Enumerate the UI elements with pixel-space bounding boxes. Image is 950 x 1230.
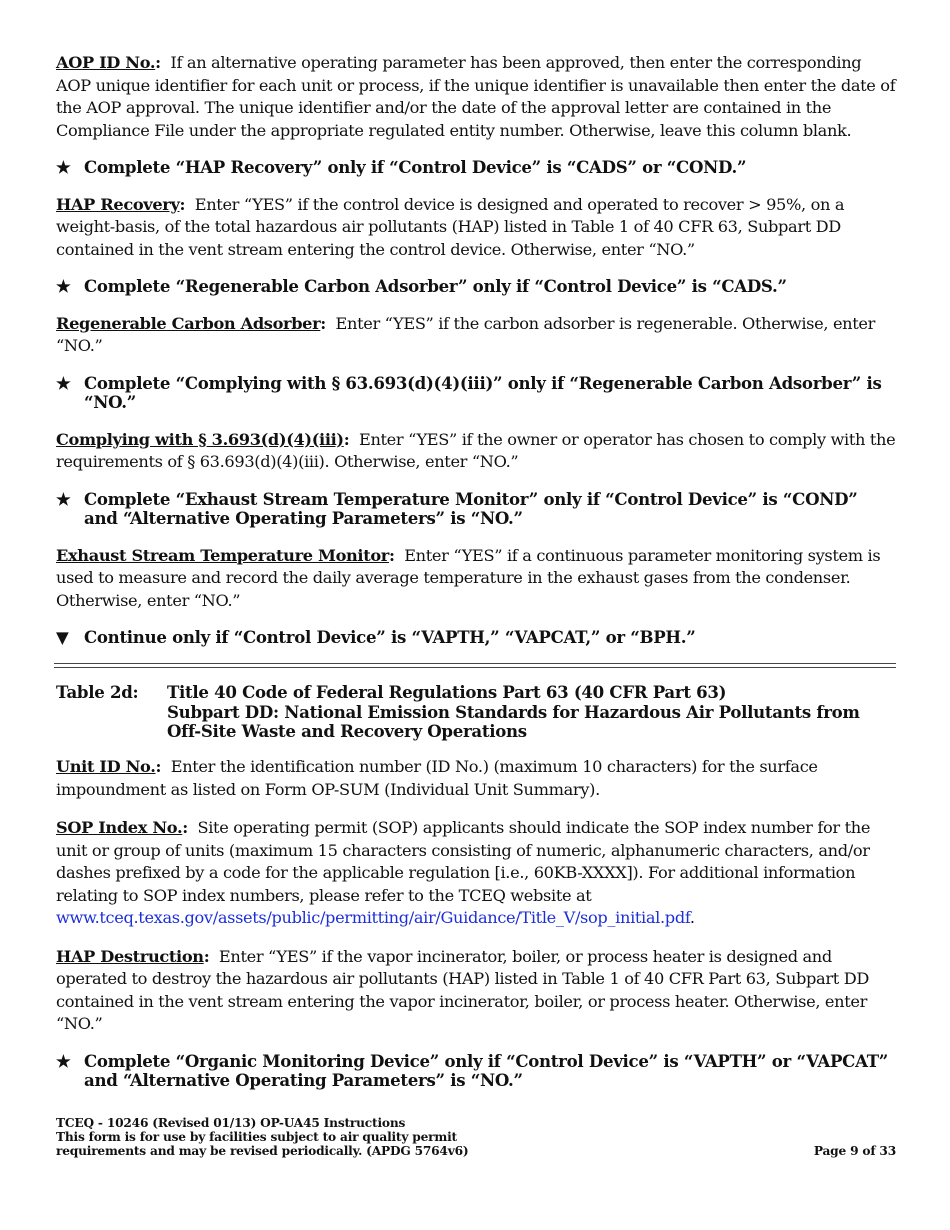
hap-recovery-paragraph: HAP Recovery: Enter “YES” if the control device is designed and operated to recover > 95%, on a weight-basis, of the total hazardous air pollutants (HAP) listed in Table 1 of 40 CFR 63, Subpart DD contained in the vent stream entering the control device. Otherwise, enter “NO.”	[56, 194, 845, 259]
upper-content	[56, 52, 896, 664]
lower-content	[56, 756, 896, 1107]
regenerable-paragraph: Regenerable Carbon Adsorber: Enter “YES” if the carbon adsorber is regenerable. Otherwise, enter “NO.”	[56, 313, 876, 355]
hap-recovery-text: Enter “YES” if the control device is designed and operated to recover > 95%, on a weight-basis, of the total hazardous air pollutants (HAP) listed in Table 1 of 40 CFR 63, Subpart DD contained in the vent stream entering the control device. Otherwise, enter “NO.”	[56, 194, 845, 259]
star-icon: ★	[56, 276, 71, 296]
exhaust-text: Enter “YES” if a continuous parameter monitoring system is used to measure and record the daily average temperature in the exhaust gases from the condenser. Otherwise, enter “NO.”	[56, 545, 881, 610]
unit-id-paragraph: Unit ID No.: Enter the identification number (ID No.) (maximum 10 characters) for the surface impoundment as listed on Form OP-SUM (Individual Unit Summary).	[56, 757, 818, 799]
page-footer	[56, 1116, 896, 1159]
unit-id-term: Unit ID No.	[56, 757, 156, 776]
complying-paragraph: Complying with § 3.693(d)(4)(iii): Enter “YES” if the owner or operator has chosen to comply with the requirements of § 63.693(d)(4)(iii). Otherwise, enter “NO.”	[56, 429, 896, 471]
table-label: Table 2d:	[56, 682, 139, 702]
regenerable-term: Regenerable Carbon Adsorber	[56, 313, 321, 333]
star-icon: ★	[56, 157, 71, 177]
page-number: Page 9 of 33	[813, 1144, 896, 1158]
exhaust-term: Exhaust Stream Temperature Monitor	[56, 545, 389, 565]
instruction-continue: ▼ Continue only if “Control Device” is “VAPTH,” “VAPCAT,” or “BPH.”	[56, 627, 696, 647]
footer-note-line2: requirements and may be revised periodically. (APDG 5764v6)	[56, 1144, 469, 1159]
regenerable-text: Enter “YES” if the carbon adsorber is regenerable. Otherwise, enter “NO.”	[56, 313, 876, 355]
star-icon: ★	[56, 372, 71, 393]
unit-id-text: Enter the identification number (ID No.) (maximum 10 characters) for the surface impoundment as listed on Form OP-SUM (Individual Unit Summary).	[56, 757, 818, 799]
exhaust-paragraph: Exhaust Stream Temperature Monitor: Enter “YES” if a continuous parameter monitoring system is used to measure and record the daily average temperature in the exhaust gases from the condenser. Otherwise, enter “NO.”	[56, 545, 881, 610]
sop-index-paragraph: SOP Index No.: Site operating permit (SOP) applicants should indicate the SOP index number for the unit or group of units (maximum 15 characters consisting of numeric, alphanumeric characters, and/or dashes prefixed by a code for the applicable regulation [i.e., 60KB-XXXX]). For additional information relating to SOP index numbers, please refer to the TCEQ website at www.tceq.texas.gov/assets/public/permitting/air/Guidance/Title_V/sop_initial.pdf.	[56, 818, 871, 927]
triangle-down-icon: ▼	[56, 627, 69, 647]
table-title-line1: Title 40 Code of Federal Regulations Part 63 (40 CFR Part 63)	[167, 682, 727, 702]
star-icon: ★	[56, 488, 71, 509]
instruction-hap-recovery: ★ Complete “HAP Recovery” only if “Control Device” is “CADS” or “COND.”	[56, 157, 747, 177]
aop-id-term: AOP ID No.	[56, 53, 156, 72]
hap-recovery-term: HAP Recovery	[56, 194, 180, 214]
sop-guidance-link[interactable]: www.tceq.texas.gov/assets/public/permitting/air/Guidance/Title_V/sop_initial.pdf	[56, 908, 690, 927]
instruction-exhaust: ★ Complete “Exhaust Stream Temperature Monitor” only if “Control Device” is “COND” and “Alternative Operating Parameters” is “NO.”	[56, 488, 858, 528]
section-divider-bottom	[54, 667, 896, 668]
footer-form-id: TCEQ - 10246 (Revised 01/13) OP-UA45 Instructions	[56, 1116, 406, 1130]
hap-destruction-text: Enter “YES” if the vapor incinerator, boiler, or process heater is designed and operated to destroy the hazardous air pollutants (HAP) listed in Table 1 of 40 CFR Part 63, Subpart DD contained in the vent stream entering the vapor incinerator, boiler, or process heater. Otherwise, enter “NO.”	[56, 946, 869, 1033]
complying-term: Complying with § 3.693(d)(4)(iii)	[56, 429, 344, 449]
hap-destruction-paragraph: HAP Destruction: Enter “YES” if the vapor incinerator, boiler, or process heater is designed and operated to destroy the hazardous air pollutants (HAP) listed in Table 1 of 40 CFR Part 63, Subpart DD contained in the vent stream entering the vapor incinerator, boiler, or process heater. Otherwise, enter “NO.”	[56, 946, 869, 1033]
sop-index-term: SOP Index No.	[56, 818, 183, 837]
section-divider-top	[54, 663, 896, 664]
instruction-organic-monitoring: ★ Complete “Organic Monitoring Device” only if “Control Device” is “VAPTH” or “VAPCAT” and “Alternative Operating Parameters” is “NO.”	[56, 1050, 889, 1090]
hap-destruction-term: HAP Destruction	[56, 946, 204, 966]
complying-text: Enter “YES” if the owner or operator has chosen to comply with the requirements of § 63.693(d)(4)(iii). Otherwise, enter “NO.”	[56, 429, 896, 471]
instruction-regenerable: ★ Complete “Regenerable Carbon Adsorber” only if “Control Device” is “CADS.”	[56, 276, 787, 296]
instruction-complying: ★ Complete “Complying with § 63.693(d)(4)(iii)” only if “Regenerable Carbon Adsorber” is “NO.”	[56, 372, 882, 412]
sop-index-text: Site operating permit (SOP) applicants should indicate the SOP index number for the unit or group of units (maximum 15 characters consisting of numeric, alphanumeric characters, and/or dashes prefixed by a code for the applicable regulation [i.e., 60KB-XXXX]). For additional information relating to SOP index numbers, please refer to the TCEQ website at	[56, 818, 871, 905]
table-title-line2: Subpart DD: National Emission Standards for Hazardous Air Pollutants from Off-Site Waste and Recovery Operations	[167, 701, 860, 741]
star-icon: ★	[56, 1050, 71, 1071]
footer-note-line1: This form is for use by facilities subject to air quality permit	[56, 1130, 457, 1145]
aop-id-paragraph: AOP ID No.: If an alternative operating parameter has been approved, then enter the corresponding AOP unique identifier for each unit or process, if the unique identifier is unavailable then enter the date of the AOP approval. The unique identifier and/or the date of the approval letter are contained in the Compliance File under the appropriate regulated entity number. Otherwise, leave this column blank.	[56, 53, 896, 140]
table-heading	[56, 683, 896, 742]
aop-id-text: If an alternative operating parameter has been approved, then enter the corresponding AOP unique identifier for each unit or process, if the unique identifier is unavailable then enter the date of the AOP approval. The unique identifier and/or the date of the approval letter are contained in the Compliance File under the appropriate regulated entity number. Otherwise, leave this column blank.	[56, 53, 896, 140]
